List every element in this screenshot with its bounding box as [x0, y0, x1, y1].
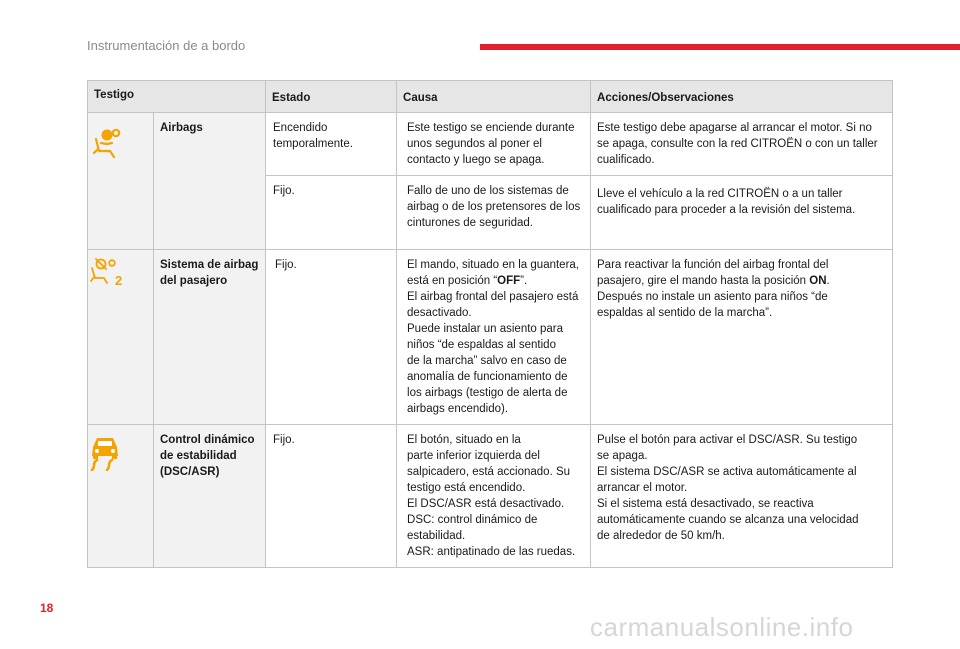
passenger-airbag-off-icon — [88, 256, 126, 293]
table-row — [88, 113, 893, 176]
header-cause: Causa — [397, 81, 591, 113]
dsc-icon-cell — [88, 425, 154, 568]
airbags-actions-1: Este testigo debe apagarse al arrancar el motor. Si no se apaga, consulte con la red CITROËN o con un taller cualificado. — [591, 113, 893, 176]
dsc-cause: El botón, situado en la parte inferior izquierda del salpicadero, está accionado. Su testigo está encendido. El DSC/ASR está desactivado. DSC: control dinámico de estabilidad. ASR: antipatinado de las ruedas. — [397, 425, 591, 568]
passenger-airbag-name: Sistema de airbag del pasajero — [154, 250, 266, 425]
passenger-airbag-actions: Para reactivar la función del airbag frontal del pasajero, gire el mando hasta la posición ON. Después no instale un asiento para niños “de espaldas al sentido de la marcha”. — [591, 250, 893, 425]
header-accent-bar — [480, 44, 960, 50]
header-actions: Acciones/Observaciones — [591, 81, 893, 113]
dsc-name: Control dinámico de estabilidad (DSC/ASR) — [154, 425, 266, 568]
page-header-title: Instrumentación de a bordo — [87, 38, 246, 53]
skidding-car-icon — [88, 435, 122, 476]
airbag-seated-person-icon — [88, 127, 124, 164]
airbags-cause-1: Este testigo se enciende durante unos segundos al poner el contacto y luego se apaga. — [397, 113, 591, 176]
table-row — [88, 425, 893, 568]
airbags-name: Airbags — [154, 113, 266, 250]
passenger-airbag-icon-cell — [88, 250, 154, 425]
dsc-actions: Pulse el botón para activar el DSC/ASR. Su testigo se apaga. El sistema DSC/ASR se activa automáticamente al arrancar el motor. Si el sistema está desactivado, se reactiva automáticamente cuando se alcanza una velocidad de alrededor de 50 km/h. — [591, 425, 893, 568]
airbags-icon-cell — [88, 113, 154, 250]
airbags-actions-2: Lleve el vehículo a la red CITROËN o a un taller cualificado para proceder a la revisión del sistema. — [591, 176, 893, 250]
airbags-state-1: Encendido temporalmente. — [266, 113, 397, 176]
airbags-state-2: Fijo. — [266, 176, 397, 250]
warning-lights-table — [87, 80, 893, 568]
svg-text:2: 2 — [115, 273, 123, 288]
dsc-state: Fijo. — [266, 425, 397, 568]
table-header-row — [88, 81, 893, 113]
watermark: carmanualsonline.info — [590, 612, 854, 642]
airbags-cause-2: Fallo de uno de los sistemas de airbag o de los pretensores de los cinturones de seguridad. — [397, 176, 591, 250]
header-warning: Testigo — [88, 81, 266, 113]
page-number: 18 — [40, 601, 54, 615]
table-row — [88, 250, 893, 425]
passenger-airbag-state: Fijo. — [266, 250, 397, 425]
passenger-airbag-cause: El mando, situado en la guantera, está en posición “OFF”. El airbag frontal del pasajero está desactivado. Puede instalar un asiento para niños “de espaldas al sentido de la marcha” salvo en caso de anomalía de funcionamiento de los airbags (testigo de alerta de airbags encendido). — [397, 250, 591, 425]
header-state: Estado — [266, 81, 397, 113]
